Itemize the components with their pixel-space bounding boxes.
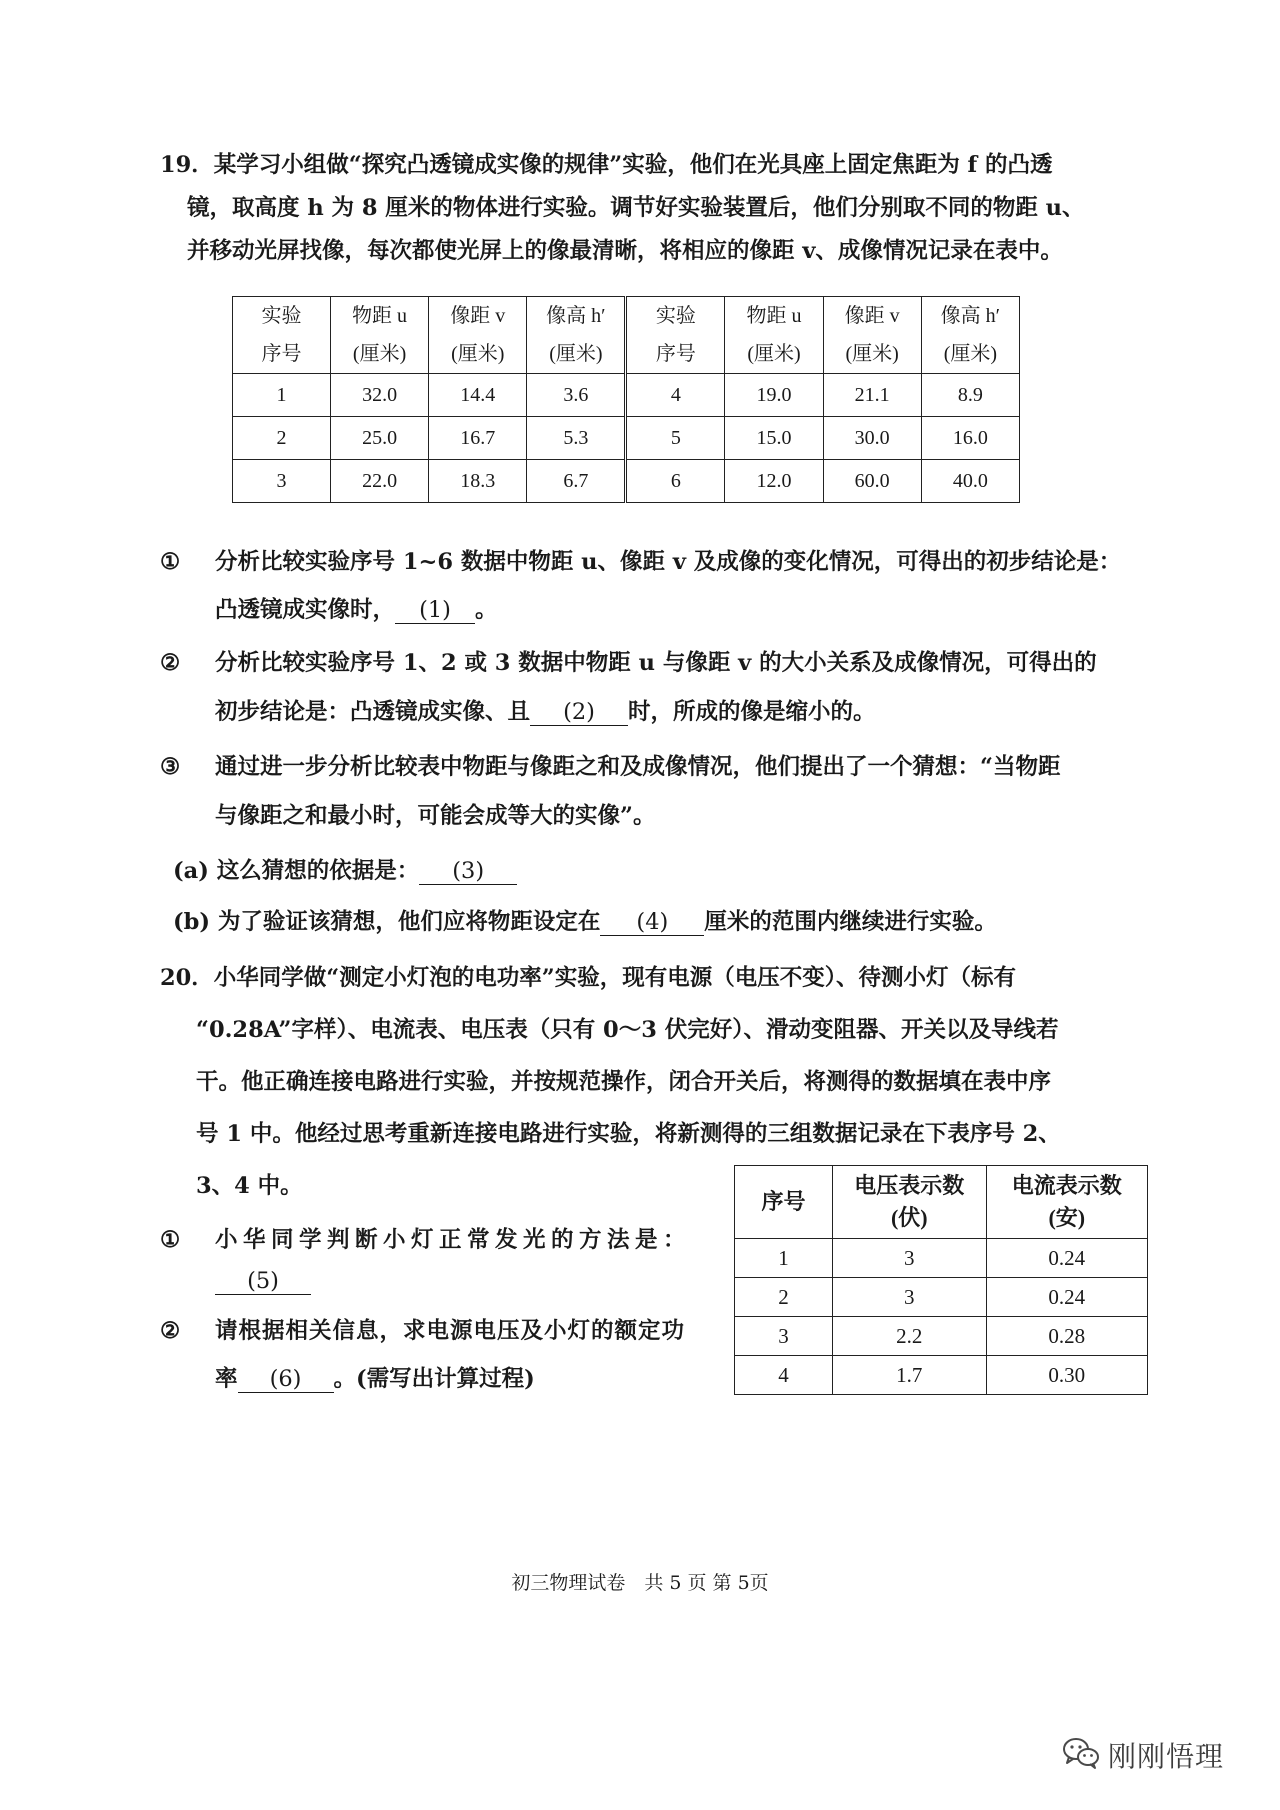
table-row: [735, 1239, 1148, 1278]
table-row: [233, 417, 1020, 460]
answer-blank-3[interactable]: (3): [419, 858, 517, 885]
q19-part2-line-2: 初步结论是：凸透镜成实像、且 (2) 时，所成的像是缩小的。: [215, 699, 876, 725]
answer-blank-6[interactable]: (6): [238, 1366, 334, 1393]
answer-blank-5[interactable]: (5): [215, 1268, 311, 1295]
table-cell: 3.6: [527, 374, 626, 417]
table-cell: 21.1: [823, 374, 921, 417]
table-cell: 1: [735, 1239, 833, 1278]
table-cell: 5: [626, 417, 725, 460]
q19-part3-a: (a) 这么猜想的依据是： (3): [173, 856, 517, 886]
answer-blank-1[interactable]: (1): [395, 597, 475, 624]
table-cell: 3: [233, 460, 331, 503]
table-cell: 0.30: [986, 1356, 1147, 1395]
table-row: [735, 1356, 1148, 1395]
header-cell: 序号: [735, 1166, 833, 1239]
table-cell: 3: [833, 1239, 987, 1278]
q20-line-5: 3、4 中。: [196, 1173, 303, 1199]
table-cell: 60.0: [823, 460, 921, 503]
header-cell: 电流表示数 (安): [986, 1166, 1147, 1239]
header-cell: 实验 序号: [626, 297, 725, 374]
header-cell: 像距 v (厘米): [823, 297, 921, 374]
q19-part2-line-1: 分析比较实验序号 1、2 或 3 数据中物距 u 与像距 v 的大小关系及成像情况，可得出的: [215, 650, 1097, 676]
header-cell: 电压表示数 (伏): [833, 1166, 987, 1239]
table-cell: 25.0: [330, 417, 428, 460]
q20-line-1: 20．小华同学做“测定小灯泡的电功率”实验，现有电源（电压不变）、待测小灯（标有: [160, 965, 1016, 991]
header-cell: 物距 u (厘米): [725, 297, 823, 374]
header-cell: 像距 v (厘米): [429, 297, 527, 374]
q20-line-4: 号 1 中。他经过思考重新连接电路进行实验，将新测得的三组数据记录在下表序号 2、: [196, 1121, 1061, 1147]
table-cell: 32.0: [330, 374, 428, 417]
table-cell: 19.0: [725, 374, 823, 417]
q19-line-2: 镜，取高度 h 为 8 厘米的物体进行实验。调节好实验装置后，他们分别取不同的物距 u、: [187, 195, 1085, 221]
table-cell: 0.24: [986, 1239, 1147, 1278]
q19-part1-marker: ①: [160, 549, 181, 575]
table-header-row: [735, 1166, 1148, 1239]
page-footer: 初三物理试卷 共 5 页 第 5页: [511, 1572, 769, 1594]
table-cell: 6: [626, 460, 725, 503]
table-row: [735, 1278, 1148, 1317]
table-cell: 3: [735, 1317, 833, 1356]
table-cell: 0.24: [986, 1278, 1147, 1317]
header-cell: 像高 h′ (厘米): [527, 297, 626, 374]
wechat-icon: [1062, 1736, 1100, 1774]
table-cell: 16.7: [429, 417, 527, 460]
q20-line-3: 干。他正确连接电路进行实验，并按规范操作，闭合开关后，将测得的数据填在表中序: [196, 1069, 1052, 1095]
table-cell: 8.9: [921, 374, 1019, 417]
q19-part1-line-2: 凸透镜成实像时， (1) 。: [215, 597, 498, 623]
q19-line-3: 并移动光屏找像，每次都使光屏上的像最清晰，将相应的像距 v、成像情况记录在表中。: [187, 238, 1063, 264]
table-header-row: [233, 297, 1020, 374]
q19-part2-marker: ②: [160, 650, 181, 676]
table-cell: 22.0: [330, 460, 428, 503]
header-cell: 物距 u (厘米): [330, 297, 428, 374]
watermark: [1062, 1735, 1224, 1775]
q20-part2-line-2: 率 (6) 。(需写出计算过程): [215, 1366, 535, 1392]
q19-part3-b: (b) 为了验证该猜想，他们应将物距设定在 (4) 厘米的范围内继续进行实验。: [173, 909, 997, 935]
table-cell: 2: [233, 417, 331, 460]
table-cell: 5.3: [527, 417, 626, 460]
answer-blank-4[interactable]: (4): [600, 909, 704, 936]
table-row: [735, 1317, 1148, 1356]
table-cell: 2: [735, 1278, 833, 1317]
q20-part2-marker: ②: [160, 1318, 181, 1344]
q20-part1-text: 小华同学判断小灯正常发光的方法是：: [215, 1227, 692, 1253]
q19-part3-marker: ③: [160, 754, 181, 780]
header-cell: 实验 序号: [233, 297, 331, 374]
table-cell: 1: [233, 374, 331, 417]
q20-part1-marker: ①: [160, 1227, 181, 1253]
q20-line-2: “0.28A”字样）、电流表、电压表（只有 0～3 伏完好）、滑动变阻器、开关以及导线若: [196, 1017, 1059, 1043]
q19-part1-line-1: 分析比较实验序号 1~6 数据中物距 u、像距 v 及成像的变化情况，可得出的初步结论是：: [215, 549, 1122, 575]
q20-part2-line-1: 请根据相关信息，求电源电压及小灯的额定功: [215, 1318, 686, 1344]
table-cell: 16.0: [921, 417, 1019, 460]
lens-data-table: [232, 296, 1020, 503]
table-cell: 4: [735, 1356, 833, 1395]
q19-line-1: 19．某学习小组做“探究凸透镜成实像的规律”实验，他们在光具座上固定焦距为 f 的凸透: [160, 152, 1053, 178]
table-cell: 30.0: [823, 417, 921, 460]
table-cell: 2.2: [833, 1317, 987, 1356]
watermark-text: 刚刚悟理: [1108, 1740, 1225, 1773]
table-cell: 3: [833, 1278, 987, 1317]
q19-part3-line-1: 通过进一步分析比较表中物距与像距之和及成像情况，他们提出了一个猜想：“当物距: [215, 754, 1061, 780]
table-row: [233, 460, 1020, 503]
lamp-data-table: [734, 1165, 1148, 1395]
table-cell: 15.0: [725, 417, 823, 460]
table-cell: 40.0: [921, 460, 1019, 503]
q20-part1-answer: [215, 1266, 311, 1296]
table-row: [233, 374, 1020, 417]
table-cell: 14.4: [429, 374, 527, 417]
q19-part3-line-2: 与像距之和最小时，可能会成等大的实像”。: [215, 803, 656, 829]
answer-blank-2[interactable]: (2): [530, 699, 628, 726]
table-cell: 0.28: [986, 1317, 1147, 1356]
table-cell: 12.0: [725, 460, 823, 503]
table-cell: 18.3: [429, 460, 527, 503]
table-cell: 6.7: [527, 460, 626, 503]
header-cell: 像高 h′ (厘米): [921, 297, 1019, 374]
table-cell: 1.7: [833, 1356, 987, 1395]
table-cell: 4: [626, 374, 725, 417]
